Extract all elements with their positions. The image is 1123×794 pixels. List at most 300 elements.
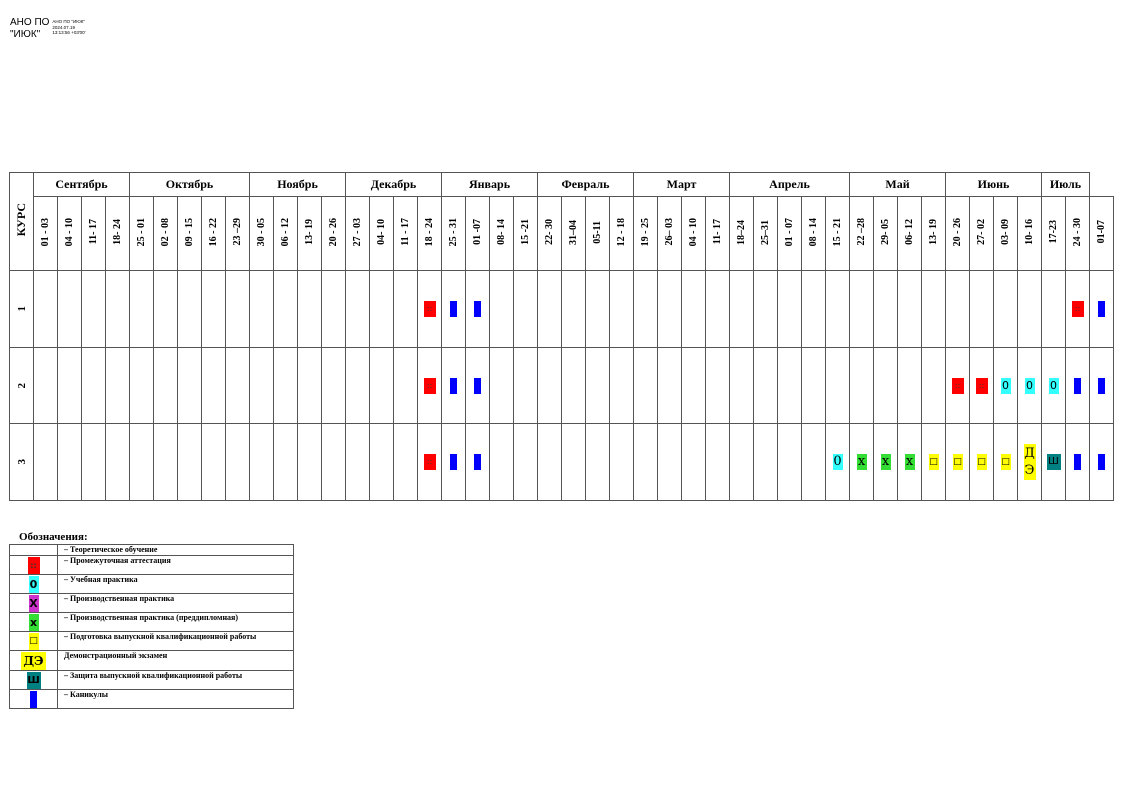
week-cell (154, 424, 178, 501)
week-header (106, 197, 130, 271)
week-cell (874, 347, 898, 424)
defense-mark: Ш (27, 672, 41, 689)
legend-symbol (10, 556, 58, 575)
week-label: 06 - 12 (280, 217, 291, 247)
prediplom-mark: х (905, 454, 914, 470)
week-cell (826, 347, 850, 424)
week-cell (562, 424, 586, 501)
week-cell (874, 271, 898, 348)
month-header: Февраль (538, 173, 634, 197)
legend-text: – Подготовка выпускной квалификационной работы (58, 632, 294, 651)
vac-mark (450, 454, 457, 470)
week-cell (1018, 271, 1042, 348)
week-cell (754, 347, 778, 424)
week-label: 18–24 (736, 219, 747, 245)
legend-title: Обозначения: (19, 531, 88, 543)
week-header (154, 197, 178, 271)
ucheb-mark: 0 (29, 577, 38, 591)
week-label: 11- 17 (712, 219, 723, 245)
week-label: 04 - 10 (688, 217, 699, 247)
demo-mark: Д Э (1024, 445, 1035, 478)
kurs-label: КУРС (14, 202, 28, 237)
week-header (562, 197, 586, 271)
attest-mark: :: (1072, 301, 1084, 317)
ucheb-mark: 0 (1050, 378, 1057, 392)
week-cell (1042, 347, 1066, 424)
week-label: 15 - 21 (832, 217, 843, 247)
week-label: 09 - 15 (184, 217, 195, 247)
week-label: 27- 02 (976, 219, 987, 245)
week-cell (34, 271, 58, 348)
week-label: 03- 09 (1000, 219, 1011, 245)
week-cell (850, 424, 874, 501)
ucheb-mark: 0 (1002, 378, 1009, 392)
week-header (202, 197, 226, 271)
week-cell (658, 347, 682, 424)
week-label: 23 –29 (232, 218, 243, 246)
week-cell (514, 271, 538, 348)
stamp-org-line2: "ИЮК" (10, 29, 41, 40)
course-number-label: 2 (15, 382, 28, 389)
week-header (970, 197, 994, 271)
week-cell (1018, 424, 1042, 501)
week-cell (562, 271, 586, 348)
months-header-row (10, 173, 1114, 197)
legend-row (10, 632, 294, 651)
prediplom-mark: х (881, 454, 890, 470)
week-cell (586, 271, 610, 348)
stamp-organization (10, 17, 49, 41)
week-cell (922, 347, 946, 424)
calendar-schedule-table (9, 172, 1114, 501)
week-label: 02 - 08 (160, 217, 171, 247)
week-cell (490, 347, 514, 424)
week-cell (154, 271, 178, 348)
week-cell (610, 271, 634, 348)
vac-mark (474, 301, 481, 317)
month-header: Сентябрь (34, 173, 130, 197)
week-label: 25–31 (760, 219, 771, 245)
legend-symbol (10, 594, 58, 613)
stamp-time: 13:13:56 +03'00' (52, 30, 86, 35)
week-cell (394, 347, 418, 424)
week-cell (706, 271, 730, 348)
month-header: Май (850, 173, 946, 197)
ucheb-mark: 0 (833, 454, 842, 470)
week-cell (1066, 347, 1090, 424)
week-cell (490, 271, 514, 348)
week-cell (442, 347, 466, 424)
week-cell (658, 271, 682, 348)
week-cell (298, 271, 322, 348)
week-cell (970, 271, 994, 348)
month-header: Январь (442, 173, 538, 197)
week-cell (442, 271, 466, 348)
week-cell (250, 424, 274, 501)
schedule-body (10, 271, 1114, 501)
week-cell (682, 271, 706, 348)
month-header: Июль (1042, 173, 1090, 197)
week-header (274, 197, 298, 271)
week-label: 13- 19 (928, 219, 939, 245)
week-cell (586, 424, 610, 501)
vkr-mark: □ (953, 454, 963, 470)
week-label: 01 - 07 (784, 217, 795, 247)
week-header (34, 197, 58, 271)
week-cell (730, 347, 754, 424)
week-label: 04 - 10 (64, 217, 75, 247)
week-cell (274, 424, 298, 501)
week-cell (970, 347, 994, 424)
week-header (922, 197, 946, 271)
week-cell (34, 347, 58, 424)
week-cell (1042, 424, 1066, 501)
legend-text: – Производственная практика (преддипломная) (58, 613, 294, 632)
week-label: 18 - 24 (424, 217, 435, 247)
attest-mark: :: (976, 378, 988, 394)
week-header (130, 197, 154, 271)
week-cell (106, 424, 130, 501)
week-cell (754, 424, 778, 501)
week-cell (226, 424, 250, 501)
week-cell (634, 271, 658, 348)
prod-mark: Х (29, 596, 38, 610)
week-cell (826, 424, 850, 501)
week-header (898, 197, 922, 271)
week-label: 04- 10 (376, 219, 387, 245)
week-label: 29- 05 (880, 219, 891, 245)
week-cell (394, 424, 418, 501)
week-cell (322, 347, 346, 424)
week-cell (1090, 347, 1114, 424)
month-header: Июнь (946, 173, 1042, 197)
week-cell (130, 424, 154, 501)
legend-row (10, 613, 294, 632)
week-cell (802, 424, 826, 501)
week-cell (538, 424, 562, 501)
prediplom-mark: х (857, 454, 866, 470)
week-cell (538, 347, 562, 424)
week-cell (34, 424, 58, 501)
week-cell (754, 271, 778, 348)
week-cell (178, 271, 202, 348)
week-cell (514, 424, 538, 501)
week-label: 13- 19 (304, 219, 315, 245)
week-cell (82, 347, 106, 424)
week-header (490, 197, 514, 271)
week-cell (106, 347, 130, 424)
legend-symbol (10, 651, 58, 671)
week-cell (370, 347, 394, 424)
week-header (82, 197, 106, 271)
week-label: 26– 03 (664, 218, 675, 246)
weeks-header-row (10, 197, 1114, 271)
vac-mark (1098, 454, 1105, 470)
week-label: 18- 24 (112, 219, 123, 245)
week-cell (202, 424, 226, 501)
week-cell (658, 424, 682, 501)
attest-mark: :: (952, 378, 964, 394)
week-cell (634, 347, 658, 424)
week-cell (82, 271, 106, 348)
week-cell (850, 271, 874, 348)
demo-mark: ДЭ (23, 653, 44, 668)
legend-text: – Учебная практика (58, 575, 294, 594)
week-cell (778, 271, 802, 348)
week-cell (946, 347, 970, 424)
legend-row (10, 545, 294, 556)
ucheb-mark: 0 (1026, 378, 1033, 392)
week-cell (946, 271, 970, 348)
week-cell (418, 424, 442, 501)
week-label: 25 - 01 (136, 217, 147, 247)
vkr-mark: □ (1001, 454, 1011, 470)
vkr-mark: □ (29, 633, 39, 650)
week-cell (682, 347, 706, 424)
week-label: 16 - 22 (208, 217, 219, 247)
week-cell (466, 424, 490, 501)
week-cell (610, 347, 634, 424)
week-label: 01 - 03 (40, 217, 51, 247)
week-label: 31–04 (568, 219, 579, 245)
legend-text: Демонстрационный экзамен (58, 651, 294, 671)
week-cell (514, 347, 538, 424)
week-cell (730, 424, 754, 501)
vac-mark (1074, 454, 1081, 470)
week-cell (898, 271, 922, 348)
week-cell (1018, 347, 1042, 424)
week-header (466, 197, 490, 271)
week-header (634, 197, 658, 271)
week-header (58, 197, 82, 271)
week-cell (682, 424, 706, 501)
legend-row (10, 594, 294, 613)
week-cell (322, 424, 346, 501)
week-header (250, 197, 274, 271)
week-cell (58, 424, 82, 501)
legend-row (10, 556, 294, 575)
course-row (10, 424, 1114, 501)
week-cell (730, 271, 754, 348)
month-header: Ноябрь (250, 173, 346, 197)
week-label: 08- 14 (496, 219, 507, 245)
week-label: 11 - 17 (400, 218, 411, 246)
week-label: 12 - 18 (616, 217, 627, 247)
week-cell (178, 347, 202, 424)
week-cell (946, 424, 970, 501)
week-header (874, 197, 898, 271)
vac-mark (1098, 378, 1105, 394)
legend-text: – Производственная практика (58, 594, 294, 613)
digital-signature-stamp (10, 17, 86, 41)
week-cell (58, 347, 82, 424)
legend-symbol (10, 671, 58, 690)
week-cell (1090, 271, 1114, 348)
vac-mark (474, 454, 481, 470)
week-cell (994, 271, 1018, 348)
week-header (658, 197, 682, 271)
kurs-header (10, 173, 34, 271)
week-label: 11- 17 (88, 219, 99, 245)
week-cell (154, 347, 178, 424)
week-cell (346, 271, 370, 348)
week-cell (898, 347, 922, 424)
vac-mark (30, 691, 37, 708)
month-header: Декабрь (346, 173, 442, 197)
week-header (706, 197, 730, 271)
week-header (802, 197, 826, 271)
week-cell (778, 424, 802, 501)
week-label: 27 - 03 (352, 217, 363, 247)
legend-symbol (10, 545, 58, 556)
week-cell (538, 271, 562, 348)
attest-mark: :: (424, 454, 436, 470)
week-header (826, 197, 850, 271)
legend-row (10, 690, 294, 709)
stamp-meta (52, 19, 85, 36)
week-header (778, 197, 802, 271)
attest-mark: :: (28, 557, 40, 574)
week-cell (274, 347, 298, 424)
week-header (682, 197, 706, 271)
week-label: 20 - 26 (952, 217, 963, 247)
week-header (754, 197, 778, 271)
week-label: 01-07 (1096, 220, 1107, 244)
week-cell (322, 271, 346, 348)
month-header: Октябрь (130, 173, 250, 197)
week-cell (994, 424, 1018, 501)
legend-symbol (10, 613, 58, 632)
legend-row (10, 575, 294, 594)
week-label: 10- 16 (1024, 219, 1035, 245)
week-cell (58, 271, 82, 348)
week-header (226, 197, 250, 271)
week-cell (1066, 271, 1090, 348)
legend-row (10, 671, 294, 690)
week-cell (274, 271, 298, 348)
week-cell (562, 347, 586, 424)
vac-mark (450, 378, 457, 394)
week-label: 22 –28 (856, 218, 867, 246)
week-cell (706, 347, 730, 424)
legend-symbol (10, 575, 58, 594)
month-header: Апрель (730, 173, 850, 197)
week-cell (106, 271, 130, 348)
week-label: 05-11 (592, 220, 603, 244)
week-header (394, 197, 418, 271)
legend-text: – Защита выпускной квалификационной работы (58, 671, 294, 690)
legend-symbol (10, 632, 58, 651)
legend-table (9, 544, 294, 709)
week-cell (850, 347, 874, 424)
defense-mark: Ш (1047, 454, 1061, 470)
vac-mark (474, 378, 481, 394)
week-cell (346, 424, 370, 501)
week-cell (466, 271, 490, 348)
week-label: 01 -07 (472, 219, 483, 245)
week-cell (1090, 424, 1114, 501)
week-header (418, 197, 442, 271)
week-label: 19 - 25 (640, 217, 651, 247)
course-row (10, 271, 1114, 348)
week-header (346, 197, 370, 271)
week-header (730, 197, 754, 271)
attest-mark: :: (424, 378, 436, 394)
vkr-mark: □ (929, 454, 939, 470)
legend-text: – Теоретическое обучение (58, 545, 294, 556)
legend-row (10, 651, 294, 671)
week-cell (970, 424, 994, 501)
week-cell (994, 347, 1018, 424)
week-cell (802, 271, 826, 348)
vac-mark (450, 301, 457, 317)
week-cell (874, 424, 898, 501)
vac-mark (1098, 301, 1105, 317)
week-cell (442, 424, 466, 501)
legend-symbol (10, 690, 58, 709)
month-header: Март (634, 173, 730, 197)
week-cell (610, 424, 634, 501)
week-cell (802, 347, 826, 424)
week-cell (418, 271, 442, 348)
prediplom-mark: х (29, 615, 38, 629)
week-cell (130, 271, 154, 348)
week-header (1090, 197, 1114, 271)
week-header (442, 197, 466, 271)
week-header (538, 197, 562, 271)
week-cell (466, 347, 490, 424)
week-header (514, 197, 538, 271)
week-cell (226, 347, 250, 424)
week-header (610, 197, 634, 271)
attest-mark: :: (424, 301, 436, 317)
week-label: 17-23 (1048, 220, 1059, 244)
week-cell (250, 271, 274, 348)
vkr-mark: □ (977, 454, 987, 470)
vac-mark (1074, 378, 1081, 394)
week-header (994, 197, 1018, 271)
week-header (178, 197, 202, 271)
week-header (1066, 197, 1090, 271)
legend-text: – Каникулы (58, 690, 294, 709)
week-header (298, 197, 322, 271)
week-header (1018, 197, 1042, 271)
stamp-org-line1: АНО ПО (10, 17, 50, 28)
stamp-date: 2024.07.19 (52, 24, 75, 30)
week-cell (130, 347, 154, 424)
course-number (10, 347, 34, 424)
week-cell (826, 271, 850, 348)
week-cell (82, 424, 106, 501)
week-header (946, 197, 970, 271)
week-label: 25 - 31 (448, 217, 459, 247)
week-cell (394, 271, 418, 348)
week-cell (370, 424, 394, 501)
legend-text: – Промежуточная аттестация (58, 556, 294, 575)
course-number-label: 1 (15, 306, 28, 312)
week-label: 30 - 05 (256, 217, 267, 247)
week-label: 24 - 30 (1072, 217, 1083, 247)
week-cell (418, 347, 442, 424)
week-cell (178, 424, 202, 501)
week-cell (298, 424, 322, 501)
week-cell (1042, 271, 1066, 348)
week-cell (370, 271, 394, 348)
week-cell (778, 347, 802, 424)
week-label: 22- 30 (544, 219, 555, 245)
course-number (10, 271, 34, 348)
course-number (10, 424, 34, 501)
